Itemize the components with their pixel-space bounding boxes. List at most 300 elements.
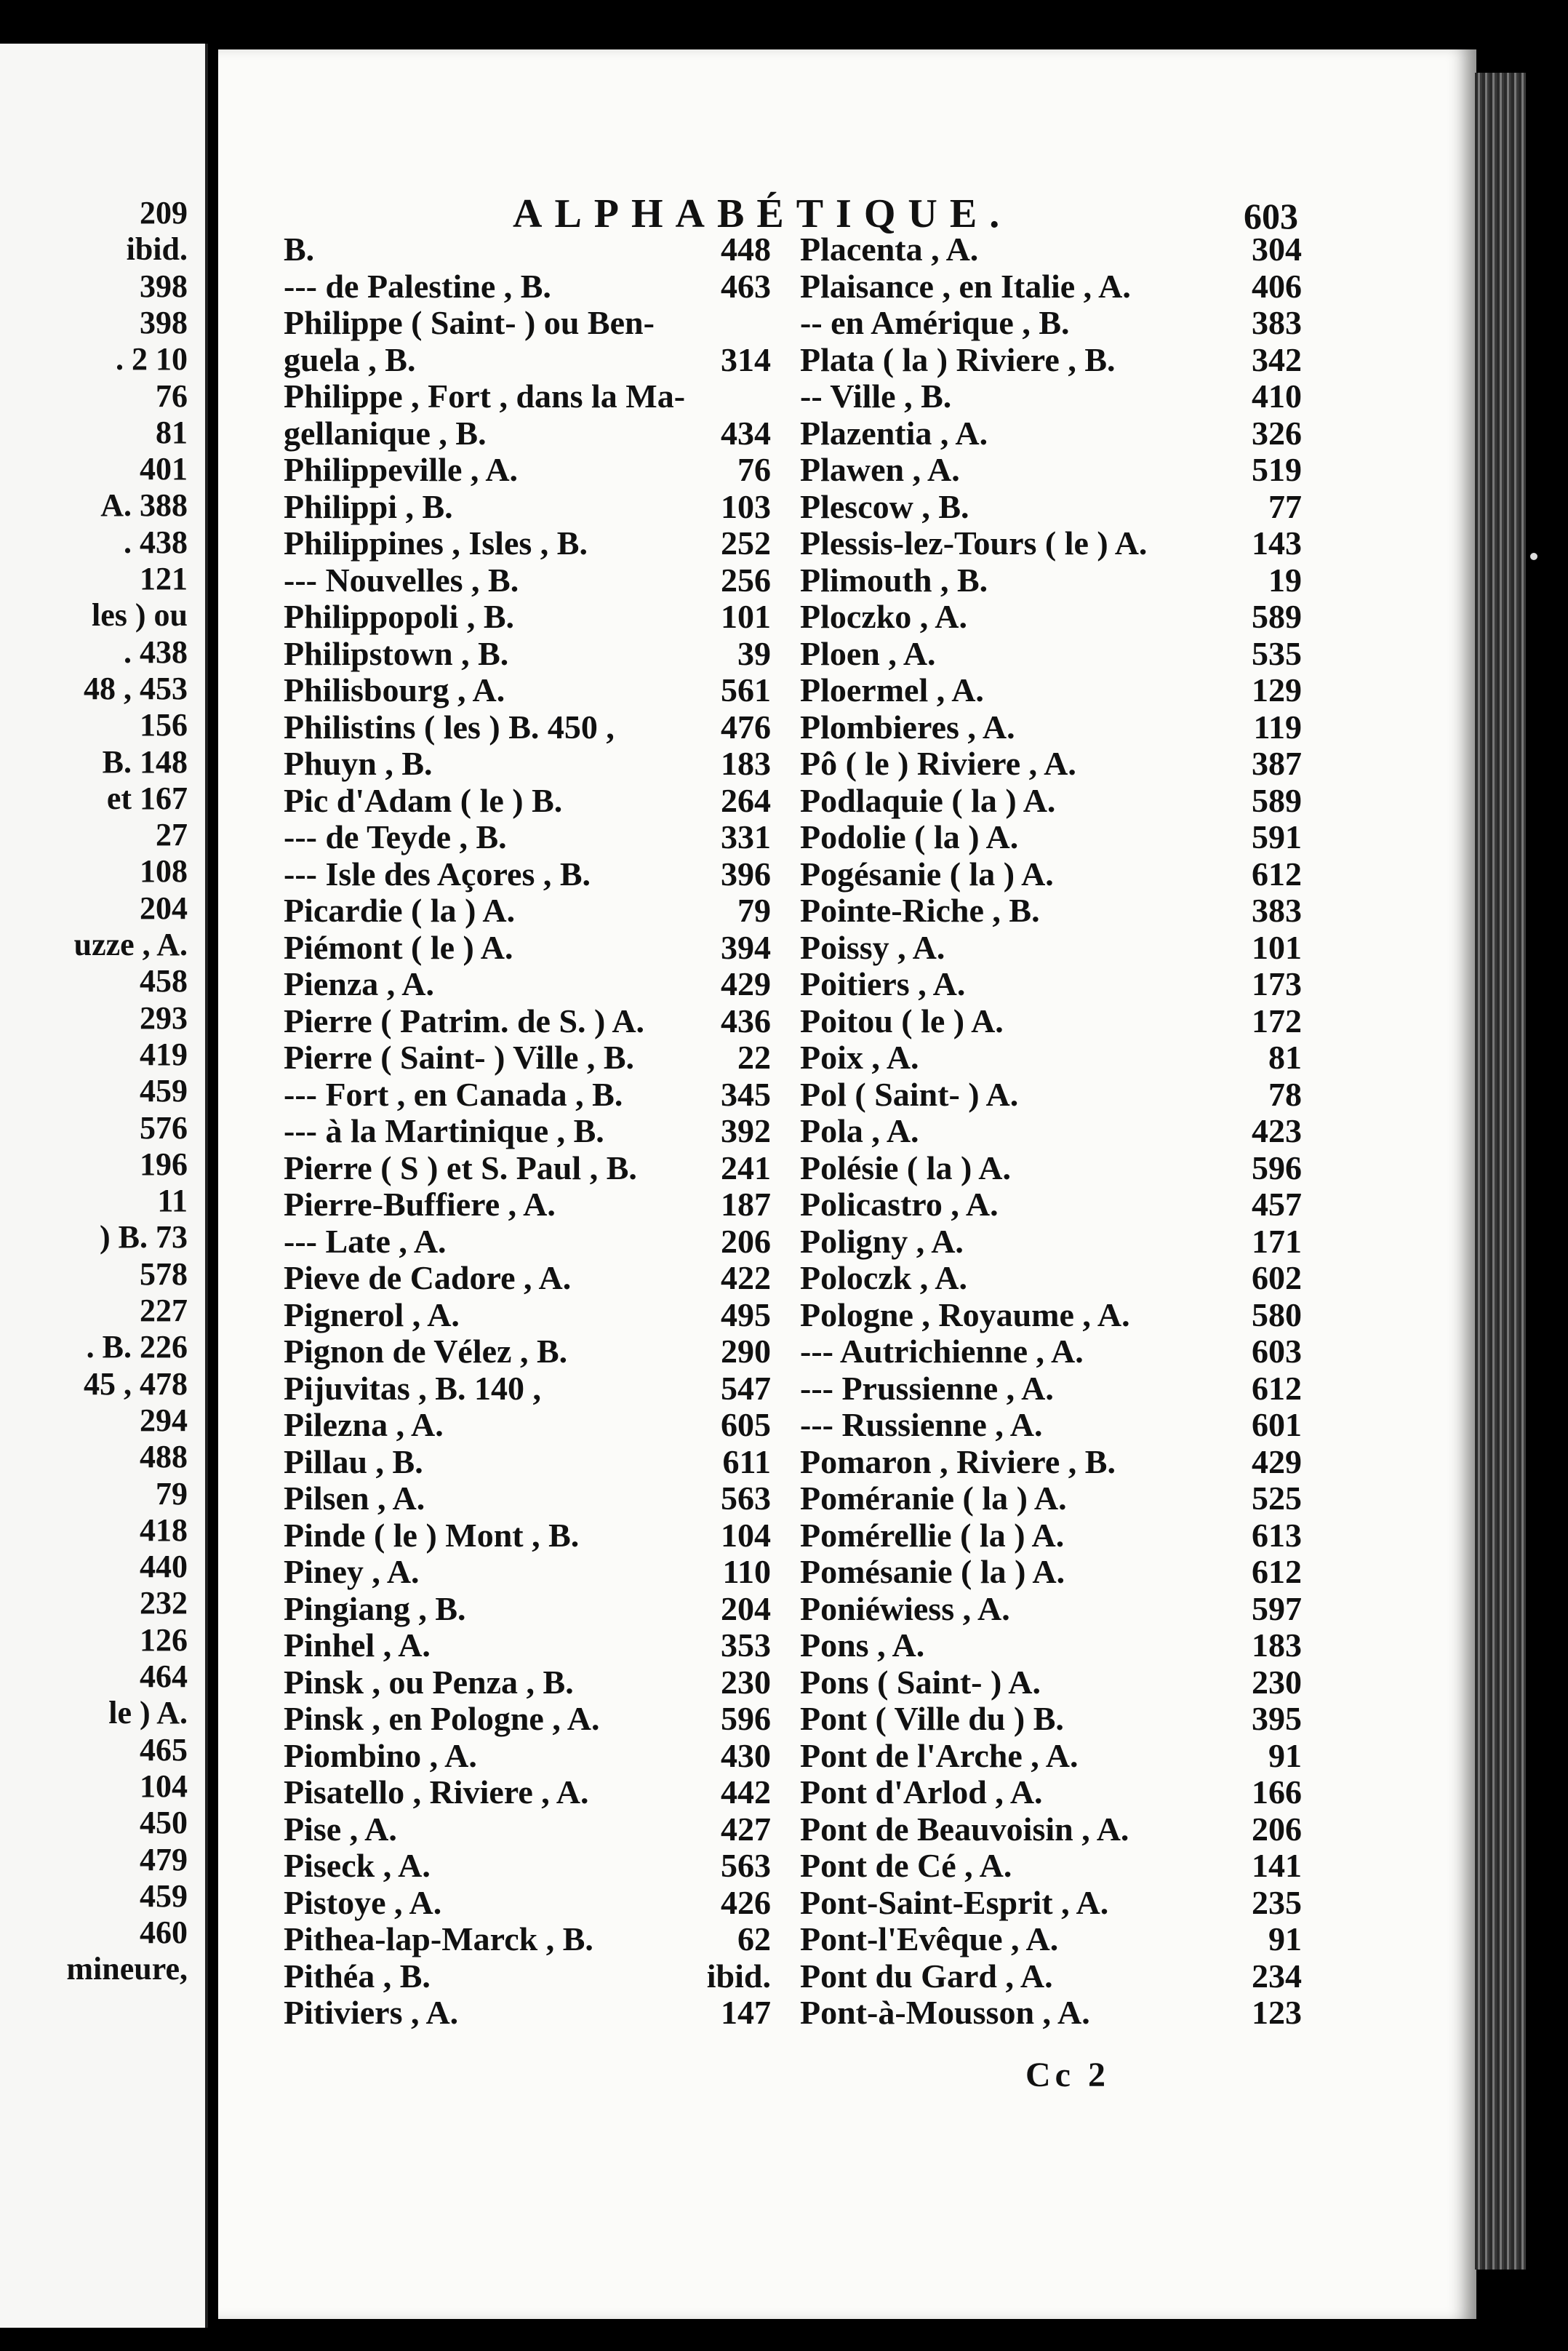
entry-page: 241 bbox=[721, 1149, 771, 1186]
left-page-line: 465 bbox=[140, 1731, 188, 1768]
index-entry bbox=[800, 783, 1302, 820]
entry-page: 22 bbox=[737, 1039, 771, 1076]
entry-name: Podolie ( la ) A. bbox=[800, 818, 1019, 855]
left-page-line: 578 bbox=[140, 1256, 188, 1292]
left-page-line: 460 bbox=[140, 1915, 188, 1951]
entry-name: Poloczk , A. bbox=[800, 1259, 967, 1296]
entry-page: 104 bbox=[721, 1516, 771, 1554]
entry-name: Pithéa , B. bbox=[284, 1957, 431, 1995]
index-entry bbox=[284, 342, 771, 379]
entry-name: --- Isle des Açores , B. bbox=[284, 855, 591, 893]
index-entry bbox=[284, 1554, 771, 1591]
entry-name: Pont ( Ville du ) B. bbox=[800, 1700, 1064, 1737]
entry-name: Pithea-lap-Marck , B. bbox=[284, 1920, 593, 1957]
left-page-line: 204 bbox=[140, 890, 188, 926]
entry-name: Pise , A. bbox=[284, 1810, 397, 1848]
entry-name: Pillau , B. bbox=[284, 1442, 423, 1480]
entry-name: Philippeville , A. bbox=[284, 451, 519, 488]
left-page-line: 27 bbox=[156, 817, 188, 853]
entry-page: 613 bbox=[1252, 1516, 1302, 1554]
left-page-line: le ) A. bbox=[108, 1695, 188, 1731]
entry-page: 173 bbox=[1252, 965, 1302, 1002]
index-entry bbox=[800, 1701, 1302, 1738]
entry-name: Pienza , A. bbox=[284, 965, 434, 1002]
index-entry bbox=[284, 1077, 771, 1114]
entry-name: Pilezna , A. bbox=[284, 1406, 444, 1443]
entry-name: Phuyn , B. bbox=[284, 745, 433, 782]
entry-name: Pierre ( S ) et S. Paul , B. bbox=[284, 1149, 637, 1186]
entry-name: Philippines , Isles , B. bbox=[284, 524, 588, 562]
entry-page: 183 bbox=[1252, 1626, 1302, 1664]
index-entry bbox=[284, 636, 771, 673]
entry-page: 463 bbox=[721, 267, 771, 305]
index-entry bbox=[800, 1885, 1302, 1922]
entry-name: Pingiang , B. bbox=[284, 1589, 466, 1627]
index-entry bbox=[800, 1958, 1302, 1995]
index-entry bbox=[800, 1224, 1302, 1261]
entry-name: Pointe-Riche , B. bbox=[800, 892, 1040, 929]
entry-page: 206 bbox=[721, 1222, 771, 1260]
left-page-line: 450 bbox=[140, 1805, 188, 1841]
index-entry bbox=[284, 1664, 771, 1701]
index-entry bbox=[800, 1995, 1302, 2032]
entry-name: --- Late , A. bbox=[284, 1222, 447, 1260]
left-page-line: 76 bbox=[156, 378, 188, 414]
index-entry bbox=[800, 1186, 1302, 1224]
entry-name: Pinde ( le ) Mont , B. bbox=[284, 1516, 580, 1554]
signature-mark: Cc 2 bbox=[1025, 2056, 1110, 2094]
entry-page: 611 bbox=[722, 1442, 771, 1480]
entry-page: 101 bbox=[721, 598, 771, 635]
entry-name: Poligny , A. bbox=[800, 1222, 964, 1260]
entry-page: 395 bbox=[1252, 1700, 1302, 1737]
entry-name: Ploen , A. bbox=[800, 634, 936, 672]
left-page-line: 48 , 453 bbox=[84, 670, 188, 706]
entry-name: --- à la Martinique , B. bbox=[284, 1112, 604, 1149]
index-entry bbox=[284, 452, 771, 489]
entry-page: 495 bbox=[721, 1296, 771, 1333]
entry-name: Pisatello , Riviere , A. bbox=[284, 1773, 589, 1811]
entry-name: Policastro , A. bbox=[800, 1186, 999, 1223]
index-entry bbox=[284, 1848, 771, 1885]
entry-name: Pomaron , Riviere , B. bbox=[800, 1442, 1116, 1480]
index-entry bbox=[284, 1186, 771, 1224]
left-page-line: 156 bbox=[140, 707, 188, 743]
entry-name: Plessis-lez-Tours ( le ) A. bbox=[800, 524, 1148, 562]
entry-page: ibid. bbox=[706, 1957, 771, 1995]
entry-page: 326 bbox=[1252, 414, 1302, 452]
left-page-line: 401 bbox=[140, 451, 188, 487]
entry-name: Poméranie ( la ) A. bbox=[800, 1480, 1067, 1517]
left-page-line: 11 bbox=[157, 1183, 188, 1219]
entry-name: Piseck , A. bbox=[284, 1847, 431, 1884]
entry-name: Pistoye , A. bbox=[284, 1883, 442, 1921]
entry-name: Pont de l'Arche , A. bbox=[800, 1736, 1079, 1774]
index-entry bbox=[800, 231, 1302, 268]
index-entry bbox=[284, 1333, 771, 1370]
entry-page: 589 bbox=[1252, 781, 1302, 819]
entry-page: 589 bbox=[1252, 598, 1302, 635]
index-entry bbox=[284, 819, 771, 856]
entry-name: Pons ( Saint- ) A. bbox=[800, 1663, 1041, 1701]
index-column-right bbox=[800, 231, 1302, 2032]
left-page-line: les ) ou bbox=[92, 597, 188, 634]
entry-name: Pont de Beauvoisin , A. bbox=[800, 1810, 1129, 1848]
entry-page: 230 bbox=[721, 1663, 771, 1701]
index-entry bbox=[800, 1664, 1302, 1701]
entry-page: 392 bbox=[721, 1112, 771, 1149]
entry-name: Philistins ( les ) B. 450 , bbox=[284, 708, 615, 746]
entry-page: 204 bbox=[721, 1589, 771, 1627]
index-entry bbox=[284, 1224, 771, 1261]
left-page-line: 81 bbox=[156, 414, 188, 450]
entry-name: Philisbourg , A. bbox=[284, 671, 505, 709]
entry-page: 547 bbox=[721, 1369, 771, 1407]
entry-page: 171 bbox=[1252, 1222, 1302, 1260]
index-entry bbox=[800, 305, 1302, 342]
index-entry bbox=[800, 1333, 1302, 1370]
entry-page: 442 bbox=[721, 1773, 771, 1811]
entry-name: B. bbox=[284, 231, 315, 268]
index-entry bbox=[284, 1370, 771, 1408]
left-page-line: 232 bbox=[140, 1585, 188, 1621]
index-entry bbox=[800, 1407, 1302, 1444]
index-entry bbox=[284, 525, 771, 562]
entry-page: 206 bbox=[1252, 1810, 1302, 1848]
index-entry bbox=[800, 746, 1302, 783]
index-entry bbox=[800, 1554, 1302, 1591]
entry-page: 123 bbox=[1252, 1994, 1302, 2031]
entry-page: 612 bbox=[1252, 1553, 1302, 1590]
index-entry bbox=[284, 746, 771, 783]
entry-page: 423 bbox=[1252, 1112, 1302, 1149]
left-page-line: 419 bbox=[140, 1036, 188, 1072]
entry-page: 394 bbox=[721, 928, 771, 966]
entry-name: Poitiers , A. bbox=[800, 965, 966, 1002]
left-page-line: 576 bbox=[140, 1109, 188, 1146]
entry-name: Plazentia , A. bbox=[800, 414, 988, 452]
entry-name: Pola , A. bbox=[800, 1112, 919, 1149]
entry-name: Plombieres , A. bbox=[800, 708, 1015, 746]
entry-name: -- Ville , B. bbox=[800, 378, 952, 415]
entry-name: --- Autrichienne , A. bbox=[800, 1333, 1084, 1370]
entry-name: Philippi , B. bbox=[284, 487, 453, 525]
entry-name: Pignerol , A. bbox=[284, 1296, 460, 1333]
index-entry bbox=[284, 1701, 771, 1738]
index-entry bbox=[800, 452, 1302, 489]
entry-name: Pont d'Arlod , A. bbox=[800, 1773, 1043, 1811]
entry-page: 304 bbox=[1252, 231, 1302, 268]
entry-page: 187 bbox=[721, 1186, 771, 1223]
entry-page: 383 bbox=[1252, 892, 1302, 929]
entry-name: Pont de Cé , A. bbox=[800, 1847, 1012, 1884]
left-page-line: uzze , A. bbox=[73, 927, 188, 962]
index-entry bbox=[284, 599, 771, 636]
index-entry bbox=[284, 1407, 771, 1444]
index-entry bbox=[284, 268, 771, 306]
left-page-line: 209 bbox=[140, 195, 188, 231]
entry-page: 129 bbox=[1252, 671, 1302, 709]
entry-name: Philippe , Fort , dans la Ma- bbox=[284, 378, 686, 415]
entry-page: 345 bbox=[721, 1075, 771, 1113]
index-entry bbox=[284, 893, 771, 930]
index-entry bbox=[800, 1591, 1302, 1628]
entry-name: Philippe ( Saint- ) ou Ben- bbox=[284, 304, 655, 341]
left-page-line: 79 bbox=[156, 1475, 188, 1512]
index-entry bbox=[284, 1811, 771, 1848]
entry-page: 612 bbox=[1252, 855, 1302, 893]
entry-name: Pont du Gard , A. bbox=[800, 1957, 1053, 1995]
index-entry bbox=[284, 305, 771, 342]
entry-name: --- Fort , en Canada , B. bbox=[284, 1075, 623, 1113]
entry-page: 77 bbox=[1268, 487, 1302, 525]
index-entry bbox=[284, 231, 771, 268]
entry-name: Poitou ( le ) A. bbox=[800, 1002, 1004, 1039]
entry-name: Picardie ( la ) A. bbox=[284, 892, 516, 929]
entry-page: 591 bbox=[1252, 818, 1302, 855]
left-page-line: 458 bbox=[140, 963, 188, 999]
entry-page: 603 bbox=[1252, 1333, 1302, 1370]
index-entry bbox=[284, 672, 771, 709]
entry-page: 422 bbox=[721, 1259, 771, 1296]
index-entry bbox=[284, 1774, 771, 1811]
left-page-line: . 2 10 bbox=[116, 341, 188, 378]
index-column-left bbox=[284, 231, 771, 2032]
entry-page: 252 bbox=[721, 524, 771, 562]
entry-name: Piombino , A. bbox=[284, 1736, 477, 1774]
entry-page: 597 bbox=[1252, 1589, 1302, 1627]
entry-name: --- Russienne , A. bbox=[800, 1406, 1043, 1443]
entry-name: Plimouth , B. bbox=[800, 561, 988, 599]
entry-name: Pignon de Vélez , B. bbox=[284, 1333, 568, 1370]
entry-page: 62 bbox=[737, 1920, 771, 1957]
entry-name: Pol ( Saint- ) A. bbox=[800, 1075, 1019, 1113]
index-entry bbox=[284, 1150, 771, 1187]
index-entry bbox=[800, 1848, 1302, 1885]
left-page-line: 459 bbox=[140, 1073, 188, 1109]
entry-name: Plata ( la ) Riviere , B. bbox=[800, 340, 1116, 378]
entry-name: Pieve de Cadore , A. bbox=[284, 1259, 572, 1296]
entry-page: 602 bbox=[1252, 1259, 1302, 1296]
left-page-line: et 167 bbox=[106, 780, 188, 816]
left-page-line: . 438 bbox=[124, 634, 188, 670]
entry-page: 79 bbox=[737, 892, 771, 929]
index-entry bbox=[800, 342, 1302, 379]
entry-page: 235 bbox=[1252, 1883, 1302, 1921]
left-page-line: 418 bbox=[140, 1512, 188, 1548]
entry-page: 39 bbox=[737, 634, 771, 672]
index-entry bbox=[800, 1627, 1302, 1664]
left-page-line: 459 bbox=[140, 1877, 188, 1914]
entry-name: -- en Amérique , B. bbox=[800, 304, 1070, 341]
index-entry bbox=[800, 1297, 1302, 1334]
entry-page: 387 bbox=[1252, 745, 1302, 782]
entry-page: 525 bbox=[1252, 1480, 1302, 1517]
entry-name: Plescow , B. bbox=[800, 487, 969, 525]
entry-name: --- de Teyde , B. bbox=[284, 818, 507, 855]
entry-page: 76 bbox=[737, 451, 771, 488]
left-page-line: 293 bbox=[140, 999, 188, 1036]
index-entry bbox=[800, 893, 1302, 930]
index-entry bbox=[800, 268, 1302, 306]
index-entry bbox=[800, 1921, 1302, 1958]
left-page bbox=[0, 44, 208, 2328]
index-entry bbox=[284, 1885, 771, 1922]
index-entry bbox=[284, 930, 771, 967]
index-entry bbox=[284, 1297, 771, 1334]
entry-page: 448 bbox=[721, 231, 771, 268]
index-entry bbox=[800, 1077, 1302, 1114]
entry-name: Ploczko , A. bbox=[800, 598, 967, 635]
entry-page: 596 bbox=[1252, 1149, 1302, 1186]
index-entry bbox=[800, 966, 1302, 1003]
entry-name: Placenta , A. bbox=[800, 231, 979, 268]
entry-page: 172 bbox=[1252, 1002, 1302, 1039]
index-entry bbox=[800, 525, 1302, 562]
index-entry bbox=[284, 1039, 771, 1077]
left-page-line: . 438 bbox=[124, 524, 188, 560]
entry-name: Pijuvitas , B. 140 , bbox=[284, 1369, 541, 1407]
entry-page: 143 bbox=[1252, 524, 1302, 562]
entry-page: 264 bbox=[721, 781, 771, 819]
index-entry bbox=[284, 1995, 771, 2032]
entry-name: gellanique , B. bbox=[284, 414, 487, 452]
entry-page: 519 bbox=[1252, 451, 1302, 488]
entry-name: Pologne , Royaume , A. bbox=[800, 1296, 1130, 1333]
index-entry bbox=[284, 856, 771, 893]
entry-page: 103 bbox=[721, 487, 771, 525]
entry-name: --- Prussienne , A. bbox=[800, 1369, 1054, 1407]
index-entry bbox=[284, 1627, 771, 1664]
entry-page: 19 bbox=[1268, 561, 1302, 599]
index-entry bbox=[800, 1039, 1302, 1077]
entry-page: 563 bbox=[721, 1847, 771, 1884]
left-page-line: 45 , 478 bbox=[84, 1365, 188, 1402]
left-page-line: 440 bbox=[140, 1549, 188, 1585]
entry-page: 563 bbox=[721, 1480, 771, 1517]
entry-page: 101 bbox=[1252, 928, 1302, 966]
entry-name: Pont-à-Mousson , A. bbox=[800, 1994, 1090, 2031]
index-entry bbox=[800, 415, 1302, 452]
entry-page: 183 bbox=[721, 745, 771, 782]
left-page-line: 398 bbox=[140, 268, 188, 304]
index-entry bbox=[284, 489, 771, 526]
index-entry bbox=[284, 1517, 771, 1554]
entry-page: 141 bbox=[1252, 1847, 1302, 1884]
entry-page: 410 bbox=[1252, 378, 1302, 415]
index-entry bbox=[800, 1480, 1302, 1517]
entry-page: 436 bbox=[721, 1002, 771, 1039]
entry-name: Pilsen , A. bbox=[284, 1480, 425, 1517]
left-page-line: 488 bbox=[140, 1439, 188, 1475]
entry-page: 457 bbox=[1252, 1186, 1302, 1223]
index-entry bbox=[284, 709, 771, 746]
index-entry bbox=[800, 1150, 1302, 1187]
index-entry bbox=[800, 1113, 1302, 1150]
entry-page: 256 bbox=[721, 561, 771, 599]
entry-page: 91 bbox=[1268, 1920, 1302, 1957]
index-entry bbox=[800, 1517, 1302, 1554]
entry-page: 166 bbox=[1252, 1773, 1302, 1811]
entry-name: Pont-l'Evêque , A. bbox=[800, 1920, 1059, 1957]
left-page-line: ) B. 73 bbox=[100, 1219, 188, 1256]
entry-page: 476 bbox=[721, 708, 771, 746]
left-page-line: 126 bbox=[140, 1621, 188, 1658]
entry-name: Pô ( le ) Riviere , A. bbox=[800, 745, 1076, 782]
entry-page: 230 bbox=[1252, 1663, 1302, 1701]
entry-page: 434 bbox=[721, 414, 771, 452]
entry-page: 234 bbox=[1252, 1957, 1302, 1995]
index-entry bbox=[284, 415, 771, 452]
left-page-line: A. 388 bbox=[100, 487, 188, 524]
entry-name: Pons , A. bbox=[800, 1626, 925, 1664]
entry-name: Polésie ( la ) A. bbox=[800, 1149, 1011, 1186]
left-page-line: 479 bbox=[140, 1841, 188, 1877]
entry-name: --- Nouvelles , B. bbox=[284, 561, 519, 599]
index-entry bbox=[800, 819, 1302, 856]
index-entry bbox=[284, 1591, 771, 1628]
left-page-line: 196 bbox=[140, 1146, 188, 1182]
entry-page: 78 bbox=[1268, 1075, 1302, 1113]
index-entry bbox=[800, 1370, 1302, 1408]
entry-page: 290 bbox=[721, 1333, 771, 1370]
index-entry bbox=[800, 378, 1302, 415]
index-entry bbox=[284, 966, 771, 1003]
left-page-line: 108 bbox=[140, 853, 188, 890]
entry-page: 406 bbox=[1252, 267, 1302, 305]
entry-name: guela , B. bbox=[284, 340, 416, 378]
entry-page: 580 bbox=[1252, 1296, 1302, 1333]
index-entry bbox=[800, 636, 1302, 673]
index-entry bbox=[284, 378, 771, 415]
entry-name: Pierre ( Patrim. de S. ) A. bbox=[284, 1002, 645, 1039]
entry-name: Pogésanie ( la ) A. bbox=[800, 855, 1054, 893]
entry-page: 314 bbox=[721, 340, 771, 378]
entry-page: 331 bbox=[721, 818, 771, 855]
entry-page: 147 bbox=[721, 1994, 771, 2031]
entry-name: Plaisance , en Italie , A. bbox=[800, 267, 1131, 305]
index-entry bbox=[800, 1444, 1302, 1481]
entry-page: 605 bbox=[721, 1406, 771, 1443]
left-page-line: 227 bbox=[140, 1293, 188, 1328]
page-edges bbox=[1475, 73, 1526, 2270]
entry-page: 353 bbox=[721, 1626, 771, 1664]
entry-name: Poissy , A. bbox=[800, 928, 945, 966]
entry-name: Pierre-Buffiere , A. bbox=[284, 1186, 556, 1223]
entry-page: 429 bbox=[1252, 1442, 1302, 1480]
left-page-line: 121 bbox=[140, 561, 188, 596]
entry-name: Philipstown , B. bbox=[284, 634, 509, 672]
entry-name: Philippopoli , B. bbox=[284, 598, 515, 635]
entry-name: Plawen , A. bbox=[800, 451, 960, 488]
edge-mark bbox=[1530, 553, 1537, 560]
entry-name: --- de Palestine , B. bbox=[284, 267, 551, 305]
entry-name: Pic d'Adam ( le ) B. bbox=[284, 781, 563, 819]
entry-page: 596 bbox=[721, 1700, 771, 1737]
left-page-line: . B. 226 bbox=[86, 1329, 188, 1365]
index-entry bbox=[284, 1113, 771, 1150]
index-entry bbox=[284, 1444, 771, 1481]
index-entry bbox=[284, 1003, 771, 1040]
index-entry bbox=[284, 1260, 771, 1297]
left-page-line: 104 bbox=[140, 1768, 188, 1804]
entry-page: 81 bbox=[1268, 1039, 1302, 1076]
index-entry bbox=[800, 1260, 1302, 1297]
entry-name: Pinhel , A. bbox=[284, 1626, 431, 1664]
entry-page: 383 bbox=[1252, 304, 1302, 341]
index-entry bbox=[800, 562, 1302, 599]
entry-page: 601 bbox=[1252, 1406, 1302, 1443]
